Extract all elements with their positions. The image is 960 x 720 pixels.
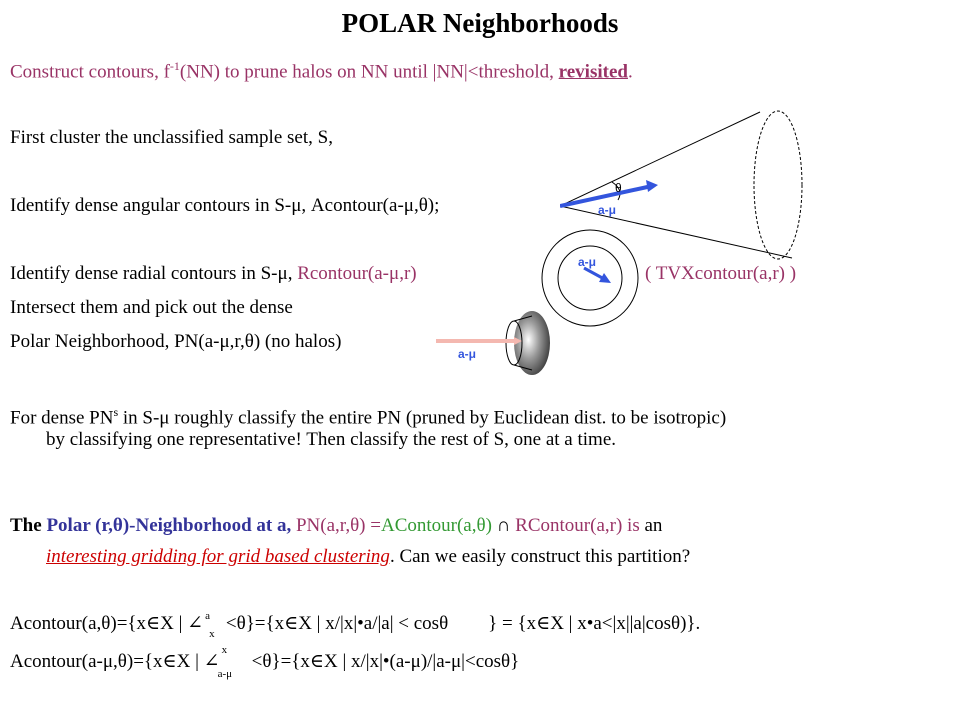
rcontour-term: Rcontour(a-μ,r)	[297, 263, 417, 284]
angle-symbol: ∠	[203, 651, 220, 672]
line-acontour-formula	[10, 610, 701, 640]
angle-superscript: a	[205, 610, 211, 622]
circle-vector-label: a-μ	[578, 255, 597, 269]
cylinder-vector-label: a-μ	[458, 347, 477, 361]
outer-circle	[542, 230, 638, 326]
text-segment: is	[622, 515, 640, 536]
arrowhead-icon	[646, 180, 658, 192]
line-first-cluster: First cluster the unclassified sample set, S,	[10, 127, 333, 148]
text-segment: Construct contours, f	[10, 61, 170, 83]
line-angular-contours: Identify dense angular contours in S-μ, Acontour(a-μ,θ);	[10, 195, 440, 216]
text-segment: } = {x∈X | x•a<|x||a|cosθ)}.	[488, 613, 701, 634]
gridding-emphasis: interesting gridding for grid based clustering	[46, 546, 390, 567]
line-polar-neighborhood: Polar Neighborhood, PN(a-μ,r,θ) (no halos)	[10, 331, 342, 352]
polar-term: Polar (r,θ)-Neighborhood at a,	[46, 515, 296, 536]
line-dense-pn	[10, 400, 726, 430]
text-segment: .	[627, 61, 633, 83]
text-segment: (NN) to prune halos on NN until |NN|<threshold,	[179, 61, 559, 83]
acontour-term: AContour(a,θ)	[380, 515, 492, 536]
angle-operator	[203, 644, 252, 680]
line-radial-contours	[10, 262, 797, 286]
cone-base-ellipse	[754, 111, 802, 259]
line-polar-definition	[10, 514, 662, 538]
text-segment: Acontour(a,θ)={x∈X |	[10, 613, 188, 634]
polar-neighborhood-diagram	[436, 308, 556, 378]
angle-subscript: a-μ	[217, 668, 233, 680]
superscript: s	[113, 405, 119, 419]
pn-term: PN(a,r,θ)	[295, 515, 366, 536]
line-intersect: Intersect them and pick out the dense	[10, 297, 293, 318]
line-acontour-mu-formula	[10, 644, 520, 680]
angle-superscript: x	[221, 644, 228, 656]
line-classify-representative: by classifying one representative! Then classify the rest of S, one at a time.	[46, 429, 616, 450]
theta-label: θ	[615, 181, 622, 195]
text-segment: an	[639, 515, 663, 536]
cone-upper-edge	[560, 112, 760, 206]
text-segment: The	[10, 515, 47, 536]
text-segment: in S-μ roughly classify the entire PN (pruned by Euclidean dist. to be isotropic)	[118, 407, 727, 429]
cone-vector-label: a-μ	[598, 203, 617, 217]
angle-symbol: ∠	[187, 613, 204, 634]
page-title: POLAR Neighborhoods	[341, 8, 619, 38]
shaded-blob	[514, 311, 550, 375]
text-segment: <θ}={x∈X | x/|x|•a/|a| < cosθ	[221, 613, 449, 634]
text-segment: . Can we easily construct this partition?	[389, 546, 691, 567]
text-segment: Identify dense radial contours in S-μ,	[10, 263, 298, 284]
line-construct-contours	[10, 54, 633, 84]
text-segment: =	[365, 515, 381, 536]
superscript: -1	[169, 59, 180, 73]
text-segment: For dense PN	[10, 407, 114, 429]
line-gridding	[10, 545, 690, 569]
revisited-emphasis: revisited	[558, 61, 628, 83]
text-segment: <θ}={x∈X | x/|x|•(a-μ)/|a-μ|<cosθ}	[251, 651, 520, 672]
tvxcontour-term: ( TVXcontour(a,r) )	[645, 263, 797, 284]
angle-subscript: x	[209, 628, 215, 640]
angle-operator	[187, 610, 221, 640]
intersect-symbol: ∩	[491, 515, 516, 536]
text-segment: Acontour(a-μ,θ)={x∈X |	[10, 651, 204, 672]
rcontour-term: RContour(a,r)	[515, 515, 623, 536]
